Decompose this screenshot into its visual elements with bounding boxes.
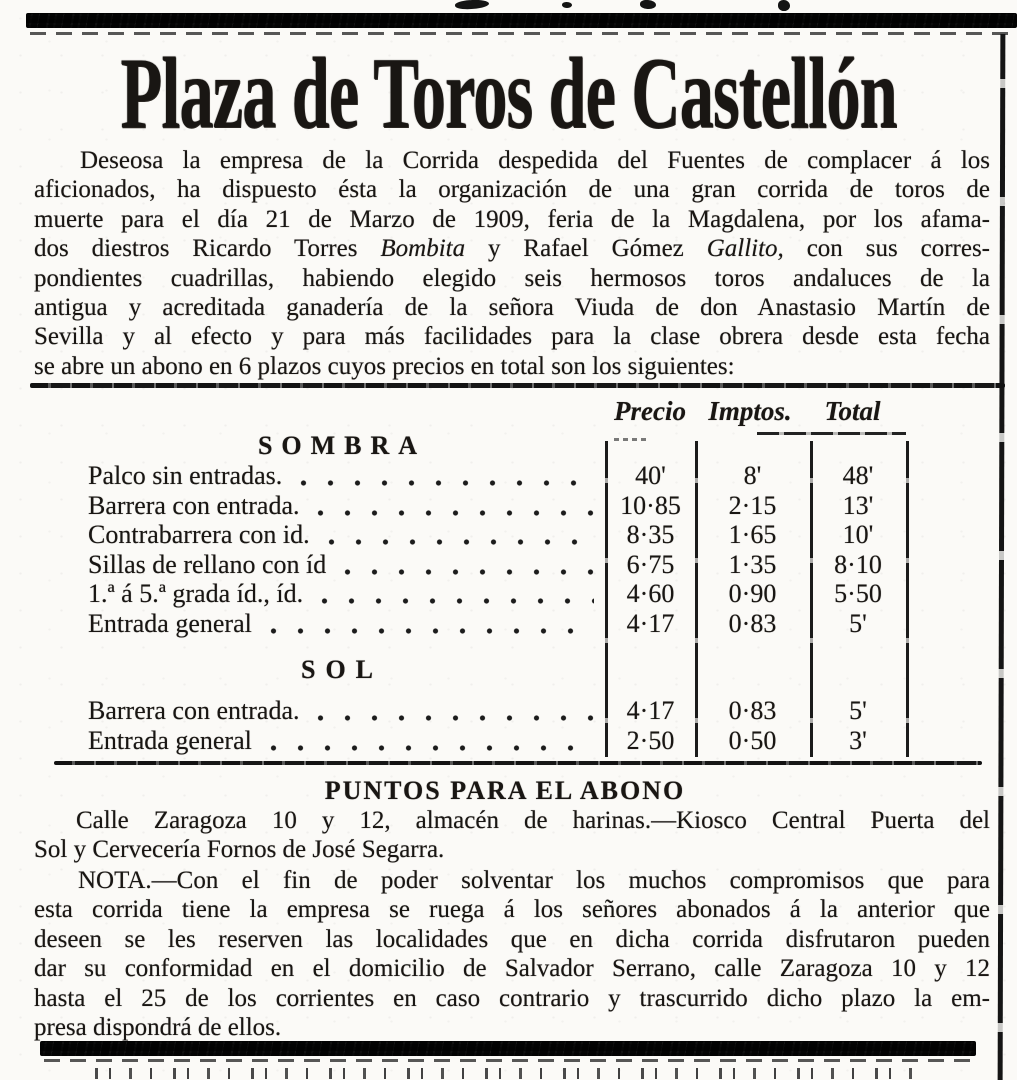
bottom-dashed-rule [44,1059,974,1062]
section-heading-sol: SOL [300,655,384,684]
dot-leader [260,614,594,638]
imptos-value: 8' [743,461,762,490]
intro-line4-pre: dos diestros Ricardo Torres [34,235,381,263]
nota-line: presa dispondrá de ellos. [34,1013,282,1041]
column-header-total: Total [824,396,881,426]
dot-leader [260,731,594,755]
abono-heading: PUNTOS PARA EL ABONO [324,776,686,805]
ink-fragment [455,0,490,10]
precio-value: 4·17 [626,696,675,725]
dot-leader [311,584,594,608]
abono-line: Calle Zaragoza 10 y 12, almacén de harinas.—Kiosco Central Puerta del [76,807,990,834]
precio-value: 2·50 [626,726,675,755]
table-row [0,551,1017,580]
dot-leader [290,466,594,490]
imptos-value: 2·15 [728,491,777,520]
total-value: 3' [849,726,867,755]
intro-line: se abre un abono en 6 plazos cuyos precios en total son los siguientes: [34,352,735,380]
ink-fragment [640,0,656,9]
total-value: 5·50 [834,579,882,608]
intro-line: Sevilla y al efecto y para más facilidades para la clase obrera desde esta fecha [34,323,990,351]
imptos-value: 0·83 [728,609,777,638]
intro-line: pondientes cuadrillas, habiendo elegido seis hermosos toros andaluces de la [34,264,990,292]
intro-line: Deseosa la empresa de la Corrida despedida del Fuentes de complacer á los [80,147,990,174]
abono-paragraph [34,806,990,865]
dot-leader [318,525,594,549]
abono-line: Sol y Cervecería Fornos de José Segarra. [34,836,445,864]
nota-line: dar su conformidad en el domicilio de Salvador Serrano, calle Zaragoza 10 y 12 [34,955,990,983]
precio-value: 40' [635,461,666,490]
total-value: 48' [842,461,874,490]
column-header-imptos: Imptos. [708,396,792,426]
dot-leader [307,701,594,725]
total-value: 13' [842,491,874,520]
row-label: Palco sin entradas. [88,461,283,490]
dot-leader [334,555,594,579]
torero-nickname-gallito: Gallito, [706,235,784,263]
clipped-text-bottom [95,1068,925,1079]
table-row [0,580,1017,609]
section-heading-sombra: SOMBRA [257,431,427,460]
precio-underline [614,438,646,441]
top-dashed-rule [30,32,1013,35]
nota-paragraph [34,866,990,1042]
intro-line [34,234,990,263]
table-row [0,610,1017,639]
precio-value: 4·17 [626,609,675,638]
row-label: Barrera con entrada. [88,491,300,520]
intro-line: aficionados, ha dispuesto ésta la organización de una gran corrida de toros de [34,176,990,204]
table-row [0,521,1017,550]
row-label: Barrera con entrada. [88,696,300,725]
row-label: Entrada general [88,609,252,638]
imptos-value: 1·65 [728,520,777,549]
page-title: Plaza de Toros de Castellón [120,37,897,150]
header-underline [757,432,906,435]
precio-value: 8·35 [626,520,675,549]
intro-line4-post: con sus corres- [783,235,991,263]
intro-line: muerte para el día 21 de Marzo de 1909, feria de la Magdalena, por los afama- [34,205,990,233]
imptos-value: 0·90 [728,579,777,608]
nota-line: deseen se les reserven las localidades que en dicha corrida disfrutaron pueden [34,925,990,953]
intro-paragraph [34,146,990,381]
top-ornament-bar [26,13,1017,28]
table-row [0,727,1017,756]
total-value: 8·10 [834,550,882,579]
precio-value: 6·75 [626,550,675,579]
row-label: Sillas de rellano con íd [88,550,327,579]
nota-line: esta corrida tiene la empresa se ruega á los señores abonados á la anterior que [34,896,990,924]
table-top-rule [30,383,1005,388]
imptos-value: 1·35 [728,550,777,579]
total-value: 5' [849,609,867,638]
precio-value: 10·85 [620,491,681,520]
ink-fragment [778,0,790,11]
torero-nickname-bombita: Bombita [380,235,466,263]
row-label: 1.ª á 5.ª grada íd., íd. [88,579,304,608]
nota-line: NOTA.—Con el fin de poder solventar los muchos compromisos que para [78,867,990,894]
table-row [0,462,1017,491]
ink-fragment [562,2,572,8]
total-value: 10' [842,520,874,549]
total-value: 5' [849,696,867,725]
row-label: Entrada general [88,726,252,755]
imptos-value: 0·50 [728,726,777,755]
imptos-value: 0·83 [728,696,777,725]
row-label: Contrabarrera con id. [88,520,310,549]
nota-line: hasta el 25 de los corrientes en caso contrario y trascurrido dicho plazo la em- [34,984,990,1012]
column-header-precio: Precio [614,396,686,426]
dot-leader [307,496,594,520]
precio-value: 4·60 [626,579,675,608]
table-row [0,492,1017,521]
table-row [0,697,1017,726]
intro-line4-mid: y Rafael Gómez [465,235,707,263]
intro-line: antigua y acreditada ganadería de la señora Viuda de don Anastasio Martín de [34,293,990,321]
bottom-ornament-bar [40,1041,976,1056]
table-bottom-rule [54,761,982,765]
